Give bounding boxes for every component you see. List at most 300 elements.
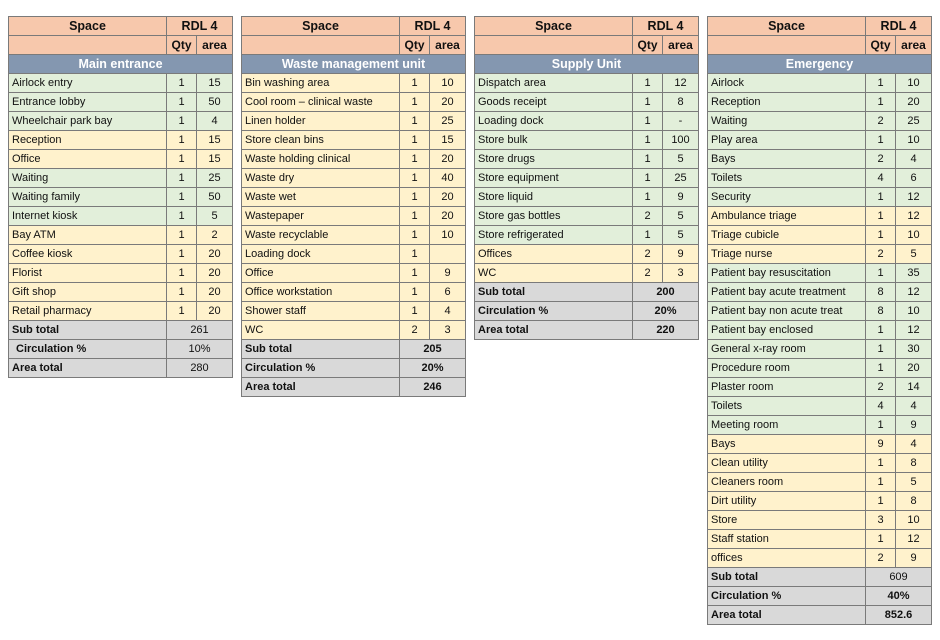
table-row bbox=[708, 530, 932, 549]
space-name: Coffee kiosk bbox=[9, 245, 167, 264]
table-row bbox=[242, 321, 466, 340]
table-row bbox=[242, 188, 466, 207]
space-name: Waste holding clinical bbox=[242, 150, 400, 169]
area-value: 6 bbox=[430, 283, 466, 302]
section-title: Main entrance bbox=[9, 55, 233, 74]
area-value: 3 bbox=[430, 321, 466, 340]
space-name: Linen holder bbox=[242, 112, 400, 131]
table-row bbox=[708, 435, 932, 454]
total-label: Circulation % bbox=[9, 340, 167, 359]
table-row bbox=[242, 207, 466, 226]
area-value: 12 bbox=[896, 207, 932, 226]
area-value: 4 bbox=[430, 302, 466, 321]
space-name: Clean utility bbox=[708, 454, 866, 473]
space-name: WC bbox=[242, 321, 400, 340]
table-row bbox=[9, 131, 233, 150]
space-name: Ambulance triage bbox=[708, 207, 866, 226]
area-value: 20 bbox=[197, 302, 233, 321]
space-name: Waste dry bbox=[242, 169, 400, 188]
area-value: 30 bbox=[896, 340, 932, 359]
table-row bbox=[475, 188, 699, 207]
area-value: 5 bbox=[896, 473, 932, 492]
space-name: Bays bbox=[708, 435, 866, 454]
total-row bbox=[242, 378, 466, 397]
area-value bbox=[430, 245, 466, 264]
space-name: Gift shop bbox=[9, 283, 167, 302]
qty-column-header: Qty bbox=[866, 36, 896, 55]
area-value: 40 bbox=[430, 169, 466, 188]
qty-value: 8 bbox=[866, 283, 896, 302]
area-value: 10 bbox=[896, 74, 932, 93]
table-row bbox=[708, 150, 932, 169]
qty-value: 1 bbox=[167, 188, 197, 207]
table-row bbox=[9, 169, 233, 188]
qty-value: 1 bbox=[633, 93, 663, 112]
space-name: Office bbox=[9, 150, 167, 169]
qty-column-header: Qty bbox=[167, 36, 197, 55]
table-row bbox=[9, 207, 233, 226]
total-row bbox=[475, 321, 699, 340]
total-value: 200 bbox=[633, 283, 699, 302]
area-value: 15 bbox=[197, 74, 233, 93]
space-name: Waiting bbox=[9, 169, 167, 188]
space-name: Store drugs bbox=[475, 150, 633, 169]
space-column-header: Space bbox=[475, 17, 633, 36]
table-row bbox=[708, 321, 932, 340]
qty-value: 2 bbox=[400, 321, 430, 340]
total-value: 609 bbox=[866, 568, 932, 587]
table-row bbox=[242, 112, 466, 131]
space-name: Toilets bbox=[708, 397, 866, 416]
section-title: Emergency bbox=[708, 55, 932, 74]
space-name: Retail pharmacy bbox=[9, 302, 167, 321]
table-row bbox=[475, 74, 699, 93]
rdl-column-header: RDL 4 bbox=[866, 17, 932, 36]
space-column-header: Space bbox=[708, 17, 866, 36]
table-row bbox=[475, 245, 699, 264]
total-label: Area total bbox=[9, 359, 167, 378]
space-name: WC bbox=[475, 264, 633, 283]
total-label: Circulation % bbox=[708, 587, 866, 606]
table-row bbox=[9, 112, 233, 131]
area-value: 9 bbox=[663, 245, 699, 264]
qty-value: 1 bbox=[400, 283, 430, 302]
table-row bbox=[708, 359, 932, 378]
qty-value: 1 bbox=[866, 454, 896, 473]
space-header-blank bbox=[9, 36, 167, 55]
space-name: Wheelchair park bay bbox=[9, 112, 167, 131]
section-row bbox=[475, 55, 699, 74]
table-row bbox=[242, 93, 466, 112]
qty-value: 9 bbox=[866, 435, 896, 454]
area-value: 15 bbox=[197, 150, 233, 169]
qty-value: 2 bbox=[633, 245, 663, 264]
space-name: Shower staff bbox=[242, 302, 400, 321]
table-row bbox=[708, 549, 932, 568]
subheader-row bbox=[475, 36, 699, 55]
area-value: 20 bbox=[430, 93, 466, 112]
space-name: Office workstation bbox=[242, 283, 400, 302]
total-label: Area total bbox=[708, 606, 866, 625]
rdl-column-header: RDL 4 bbox=[633, 17, 699, 36]
qty-value: 1 bbox=[167, 245, 197, 264]
area-value: 20 bbox=[430, 188, 466, 207]
space-name: Internet kiosk bbox=[9, 207, 167, 226]
space-name: Security bbox=[708, 188, 866, 207]
qty-value: 1 bbox=[400, 74, 430, 93]
area-value: 5 bbox=[663, 226, 699, 245]
total-row bbox=[708, 568, 932, 587]
total-value: 246 bbox=[400, 378, 466, 397]
qty-value: 1 bbox=[400, 188, 430, 207]
area-value: 20 bbox=[896, 359, 932, 378]
area-value: 25 bbox=[430, 112, 466, 131]
table-row bbox=[708, 188, 932, 207]
qty-value: 1 bbox=[633, 74, 663, 93]
total-label: Circulation % bbox=[242, 359, 400, 378]
space-name: Reception bbox=[708, 93, 866, 112]
area-value: 10 bbox=[430, 74, 466, 93]
total-row bbox=[475, 283, 699, 302]
header-row bbox=[242, 17, 466, 36]
space-name: Loading dock bbox=[242, 245, 400, 264]
qty-value: 2 bbox=[866, 245, 896, 264]
area-value: - bbox=[663, 112, 699, 131]
qty-value: 2 bbox=[866, 549, 896, 568]
space-column-header: Space bbox=[242, 17, 400, 36]
area-value: 10 bbox=[896, 302, 932, 321]
area-value: 20 bbox=[896, 93, 932, 112]
table-row bbox=[242, 226, 466, 245]
area-value: 12 bbox=[896, 530, 932, 549]
table-row bbox=[708, 112, 932, 131]
waste-management-table bbox=[241, 16, 466, 397]
table-row bbox=[708, 264, 932, 283]
total-row bbox=[475, 302, 699, 321]
subheader-row bbox=[9, 36, 233, 55]
total-row bbox=[9, 359, 233, 378]
table-row bbox=[708, 454, 932, 473]
qty-value: 1 bbox=[400, 131, 430, 150]
qty-value: 1 bbox=[167, 169, 197, 188]
section-title: Supply Unit bbox=[475, 55, 699, 74]
table-row bbox=[708, 511, 932, 530]
area-value: 10 bbox=[896, 131, 932, 150]
table-row bbox=[9, 74, 233, 93]
total-row bbox=[708, 587, 932, 606]
table-row bbox=[708, 340, 932, 359]
supply-unit-table bbox=[474, 16, 699, 340]
total-value: 280 bbox=[167, 359, 233, 378]
qty-value: 1 bbox=[633, 131, 663, 150]
table-row bbox=[708, 492, 932, 511]
qty-value: 1 bbox=[167, 302, 197, 321]
section-row bbox=[242, 55, 466, 74]
rdl-column-header: RDL 4 bbox=[400, 17, 466, 36]
table-row bbox=[475, 226, 699, 245]
space-name: Patient bay non acute treat bbox=[708, 302, 866, 321]
area-value: 20 bbox=[430, 207, 466, 226]
area-value: 8 bbox=[896, 492, 932, 511]
qty-value: 1 bbox=[400, 112, 430, 131]
table-row bbox=[242, 245, 466, 264]
space-name: Procedure room bbox=[708, 359, 866, 378]
space-name: Meeting room bbox=[708, 416, 866, 435]
qty-value: 1 bbox=[400, 207, 430, 226]
table-row bbox=[242, 283, 466, 302]
space-name: Store equipment bbox=[475, 169, 633, 188]
total-label: Circulation % bbox=[475, 302, 633, 321]
area-value: 9 bbox=[896, 549, 932, 568]
space-name: Triage nurse bbox=[708, 245, 866, 264]
space-name: Bin washing area bbox=[242, 74, 400, 93]
qty-value: 1 bbox=[400, 245, 430, 264]
header-row bbox=[708, 17, 932, 36]
space-name: Dirt utility bbox=[708, 492, 866, 511]
qty-column-header: Qty bbox=[400, 36, 430, 55]
space-name: Store gas bottles bbox=[475, 207, 633, 226]
area-value: 25 bbox=[896, 112, 932, 131]
space-name: offices bbox=[708, 549, 866, 568]
qty-value: 1 bbox=[633, 188, 663, 207]
space-name: Bay ATM bbox=[9, 226, 167, 245]
qty-value: 1 bbox=[400, 169, 430, 188]
table-row bbox=[9, 93, 233, 112]
area-value: 25 bbox=[197, 169, 233, 188]
space-name: Airlock bbox=[708, 74, 866, 93]
total-row bbox=[9, 340, 233, 359]
qty-value: 1 bbox=[633, 226, 663, 245]
area-value: 15 bbox=[430, 131, 466, 150]
subheader-row bbox=[708, 36, 932, 55]
qty-value: 1 bbox=[167, 207, 197, 226]
table-row bbox=[242, 302, 466, 321]
space-name: Bays bbox=[708, 150, 866, 169]
table-row bbox=[708, 283, 932, 302]
space-name: Patient bay enclosed bbox=[708, 321, 866, 340]
qty-value: 1 bbox=[866, 359, 896, 378]
area-value: 12 bbox=[896, 188, 932, 207]
rdl-column-header: RDL 4 bbox=[167, 17, 233, 36]
space-name: Staff station bbox=[708, 530, 866, 549]
space-name: Airlock entry bbox=[9, 74, 167, 93]
total-row bbox=[242, 340, 466, 359]
area-value: 12 bbox=[896, 321, 932, 340]
space-name: General x-ray room bbox=[708, 340, 866, 359]
table-row bbox=[475, 150, 699, 169]
qty-value: 1 bbox=[866, 207, 896, 226]
space-name: Triage cubicle bbox=[708, 226, 866, 245]
qty-value: 1 bbox=[167, 131, 197, 150]
qty-value: 1 bbox=[866, 321, 896, 340]
total-label: Sub total bbox=[9, 321, 167, 340]
qty-value: 1 bbox=[400, 264, 430, 283]
section-row bbox=[9, 55, 233, 74]
table-row bbox=[9, 188, 233, 207]
area-value: 4 bbox=[896, 435, 932, 454]
area-value: 20 bbox=[197, 245, 233, 264]
qty-value: 2 bbox=[633, 207, 663, 226]
table-row bbox=[708, 207, 932, 226]
qty-value: 1 bbox=[400, 150, 430, 169]
qty-value: 1 bbox=[866, 264, 896, 283]
space-name: Cleaners room bbox=[708, 473, 866, 492]
space-name: Patient bay resuscitation bbox=[708, 264, 866, 283]
total-value: 40% bbox=[866, 587, 932, 606]
table-row bbox=[708, 245, 932, 264]
total-value: 20% bbox=[400, 359, 466, 378]
area-value: 10 bbox=[430, 226, 466, 245]
total-value: 261 bbox=[167, 321, 233, 340]
area-value: 25 bbox=[663, 169, 699, 188]
area-value: 8 bbox=[663, 93, 699, 112]
area-value: 20 bbox=[197, 264, 233, 283]
main-entrance-table bbox=[8, 16, 233, 378]
qty-value: 2 bbox=[866, 378, 896, 397]
table-row bbox=[475, 131, 699, 150]
table-row bbox=[475, 93, 699, 112]
area-value: 4 bbox=[896, 150, 932, 169]
table-row bbox=[708, 169, 932, 188]
total-value: 205 bbox=[400, 340, 466, 359]
space-name: Play area bbox=[708, 131, 866, 150]
qty-value: 1 bbox=[866, 226, 896, 245]
space-name: Offices bbox=[475, 245, 633, 264]
space-header-blank bbox=[475, 36, 633, 55]
qty-value: 2 bbox=[866, 112, 896, 131]
area-value: 5 bbox=[896, 245, 932, 264]
qty-value: 1 bbox=[167, 283, 197, 302]
table-row bbox=[708, 93, 932, 112]
area-column-header: area bbox=[197, 36, 233, 55]
qty-value: 1 bbox=[167, 93, 197, 112]
section-title: Waste management unit bbox=[242, 55, 466, 74]
qty-value: 1 bbox=[400, 93, 430, 112]
total-row bbox=[242, 359, 466, 378]
table-row bbox=[242, 74, 466, 93]
header-row bbox=[9, 17, 233, 36]
space-name: Entrance lobby bbox=[9, 93, 167, 112]
qty-value: 1 bbox=[633, 169, 663, 188]
total-label: Area total bbox=[475, 321, 633, 340]
qty-value: 1 bbox=[866, 131, 896, 150]
table-row bbox=[242, 131, 466, 150]
area-value: 2 bbox=[197, 226, 233, 245]
qty-value: 1 bbox=[866, 416, 896, 435]
total-row bbox=[9, 321, 233, 340]
space-header-blank bbox=[708, 36, 866, 55]
qty-value: 1 bbox=[167, 150, 197, 169]
area-value: 3 bbox=[663, 264, 699, 283]
qty-column-header: Qty bbox=[633, 36, 663, 55]
table-row bbox=[708, 302, 932, 321]
space-name: Store bbox=[708, 511, 866, 530]
area-value: 8 bbox=[896, 454, 932, 473]
area-value: 12 bbox=[896, 283, 932, 302]
qty-value: 2 bbox=[866, 150, 896, 169]
table-row bbox=[9, 245, 233, 264]
space-header-blank bbox=[242, 36, 400, 55]
table-row bbox=[708, 397, 932, 416]
space-name: Dispatch area bbox=[475, 74, 633, 93]
space-name: Toilets bbox=[708, 169, 866, 188]
area-value: 10 bbox=[896, 226, 932, 245]
qty-value: 1 bbox=[167, 74, 197, 93]
area-value: 5 bbox=[197, 207, 233, 226]
table-row bbox=[242, 169, 466, 188]
area-value: 20 bbox=[197, 283, 233, 302]
table-row bbox=[9, 302, 233, 321]
space-name: Store refrigerated bbox=[475, 226, 633, 245]
space-name: Store clean bins bbox=[242, 131, 400, 150]
table-row bbox=[9, 226, 233, 245]
area-value: 9 bbox=[430, 264, 466, 283]
area-value: 4 bbox=[896, 397, 932, 416]
area-value: 100 bbox=[663, 131, 699, 150]
space-name: Waiting family bbox=[9, 188, 167, 207]
qty-value: 1 bbox=[633, 150, 663, 169]
area-column-header: area bbox=[896, 36, 932, 55]
space-name: Office bbox=[242, 264, 400, 283]
space-name: Waiting bbox=[708, 112, 866, 131]
table-row bbox=[9, 264, 233, 283]
table-row bbox=[708, 473, 932, 492]
table-row bbox=[475, 112, 699, 131]
total-value: 20% bbox=[633, 302, 699, 321]
area-value: 10 bbox=[896, 511, 932, 530]
qty-value: 1 bbox=[866, 74, 896, 93]
area-value: 20 bbox=[430, 150, 466, 169]
total-label: Sub total bbox=[242, 340, 400, 359]
qty-value: 1 bbox=[167, 226, 197, 245]
qty-value: 1 bbox=[167, 112, 197, 131]
space-name: Waste recyclable bbox=[242, 226, 400, 245]
area-column-header: area bbox=[663, 36, 699, 55]
total-label: Sub total bbox=[708, 568, 866, 587]
qty-value: 4 bbox=[866, 397, 896, 416]
space-name: Cool room – clinical waste bbox=[242, 93, 400, 112]
space-name: Waste wet bbox=[242, 188, 400, 207]
qty-value: 2 bbox=[633, 264, 663, 283]
table-row bbox=[9, 283, 233, 302]
area-value: 50 bbox=[197, 188, 233, 207]
total-value: 852.6 bbox=[866, 606, 932, 625]
total-label: Sub total bbox=[475, 283, 633, 302]
table-row bbox=[475, 264, 699, 283]
area-value: 4 bbox=[197, 112, 233, 131]
table-row bbox=[708, 74, 932, 93]
table-row bbox=[708, 378, 932, 397]
qty-value: 1 bbox=[866, 340, 896, 359]
subheader-row bbox=[242, 36, 466, 55]
area-value: 9 bbox=[896, 416, 932, 435]
qty-value: 1 bbox=[866, 530, 896, 549]
space-name: Florist bbox=[9, 264, 167, 283]
area-value: 14 bbox=[896, 378, 932, 397]
space-name: Patient bay acute treatment bbox=[708, 283, 866, 302]
qty-value: 1 bbox=[400, 226, 430, 245]
qty-value: 1 bbox=[400, 302, 430, 321]
qty-value: 1 bbox=[866, 492, 896, 511]
qty-value: 8 bbox=[866, 302, 896, 321]
area-value: 50 bbox=[197, 93, 233, 112]
space-name: Reception bbox=[9, 131, 167, 150]
emergency-table bbox=[707, 16, 932, 625]
space-name: Loading dock bbox=[475, 112, 633, 131]
total-value: 220 bbox=[633, 321, 699, 340]
area-value: 15 bbox=[197, 131, 233, 150]
qty-value: 1 bbox=[866, 93, 896, 112]
